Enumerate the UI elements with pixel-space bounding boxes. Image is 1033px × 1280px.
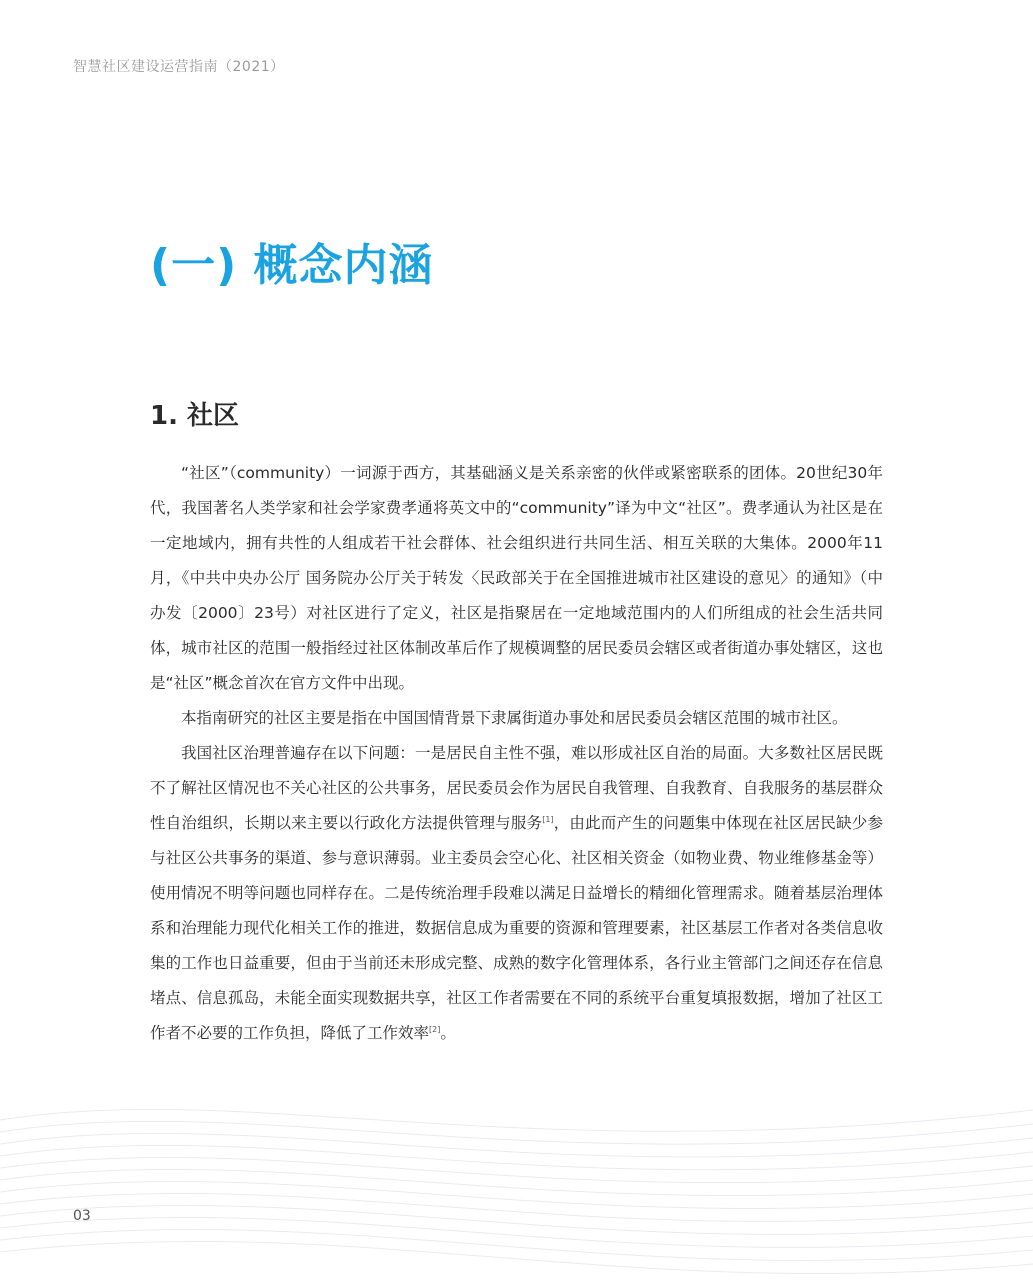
footnote-ref-2: [2] — [429, 1024, 441, 1034]
footnote-ref-1: [1] — [542, 814, 554, 824]
page-number: 03 — [73, 1208, 91, 1224]
paragraph-3 — [150, 736, 883, 1051]
body-text — [150, 456, 883, 1051]
paragraph-1: “社区”（community）一词源于西方，其基础涵义是关系亲密的伙伴或紧密联系的团体。20世纪30年代，我国著名人类学家和社会学家费孝通将英文中的“community”译为中文“社区”。费孝通认为社区是在一定地域内，拥有共性的人组成若干社会群体、社会组织进行共同生活、相互关联的大集体。2000年11月，《中共中央办公厅 国务院办公厅关于转发〈民政部关于在全国推进城市社区建设的意见〉的通知》（中办发〔2000〕23号）对社区进行了定义，社区是指聚居在一定地域范围内的人们所组成的社会生活共同体，城市社区的范围一般指经过社区体制改革后作了规模调整的居民委员会辖区或者街道办事处辖区，这也是“社区”概念首次在官方文件中出现。 — [150, 464, 883, 692]
section-heading: (一) 概念内涵 — [150, 240, 434, 291]
paragraph-3-text-c: 。 — [440, 1024, 456, 1042]
decorative-wave-lines — [0, 1080, 1033, 1280]
paragraph-2: 本指南研究的社区主要是指在中国国情背景下隶属街道办事处和居民委员会辖区范围的城市社区。 — [181, 709, 848, 727]
paragraph-3-text-b: ，由此而产生的问题集中体现在社区居民缺少参与社区公共事务的渠道、参与意识薄弱。业主委员会空心化、社区相关资金（如物业费、物业维修基金等）使用情况不明等问题也同样存在。二是传统治理手段难以满足日益增长的精细化管理需求。随着基层治理体系和治理能力现代化相关工作的推进，数据信息成为重要的资源和管理要素，社区基层工作者对各类信息收集的工作也日益重要，但由于当前还未形成完整、成熟的数字化管理体系，各行业主管部门之间还存在信息堵点、信息孤岛，未能全面实现数据共享，社区工作者需要在不同的系统平台重复填报数据，增加了社区工作者不必要的工作负担，降低了工作效率 — [150, 814, 883, 1042]
running-header: 智慧社区建设运营指南（2021） — [73, 59, 285, 75]
paragraph-3-text-a: 我国社区治理普遍存在以下问题：一是居民自主性不强，难以形成社区自治的局面。大多数社区居民既不了解社区情况也不关心社区的公共事务，居民委员会作为居民自我管理、自我教育、自我服务的基层群众性自治组织，长期以来主要以行政化方法提供管理与服务 — [150, 744, 883, 832]
subsection-heading: 1. 社区 — [150, 401, 240, 431]
